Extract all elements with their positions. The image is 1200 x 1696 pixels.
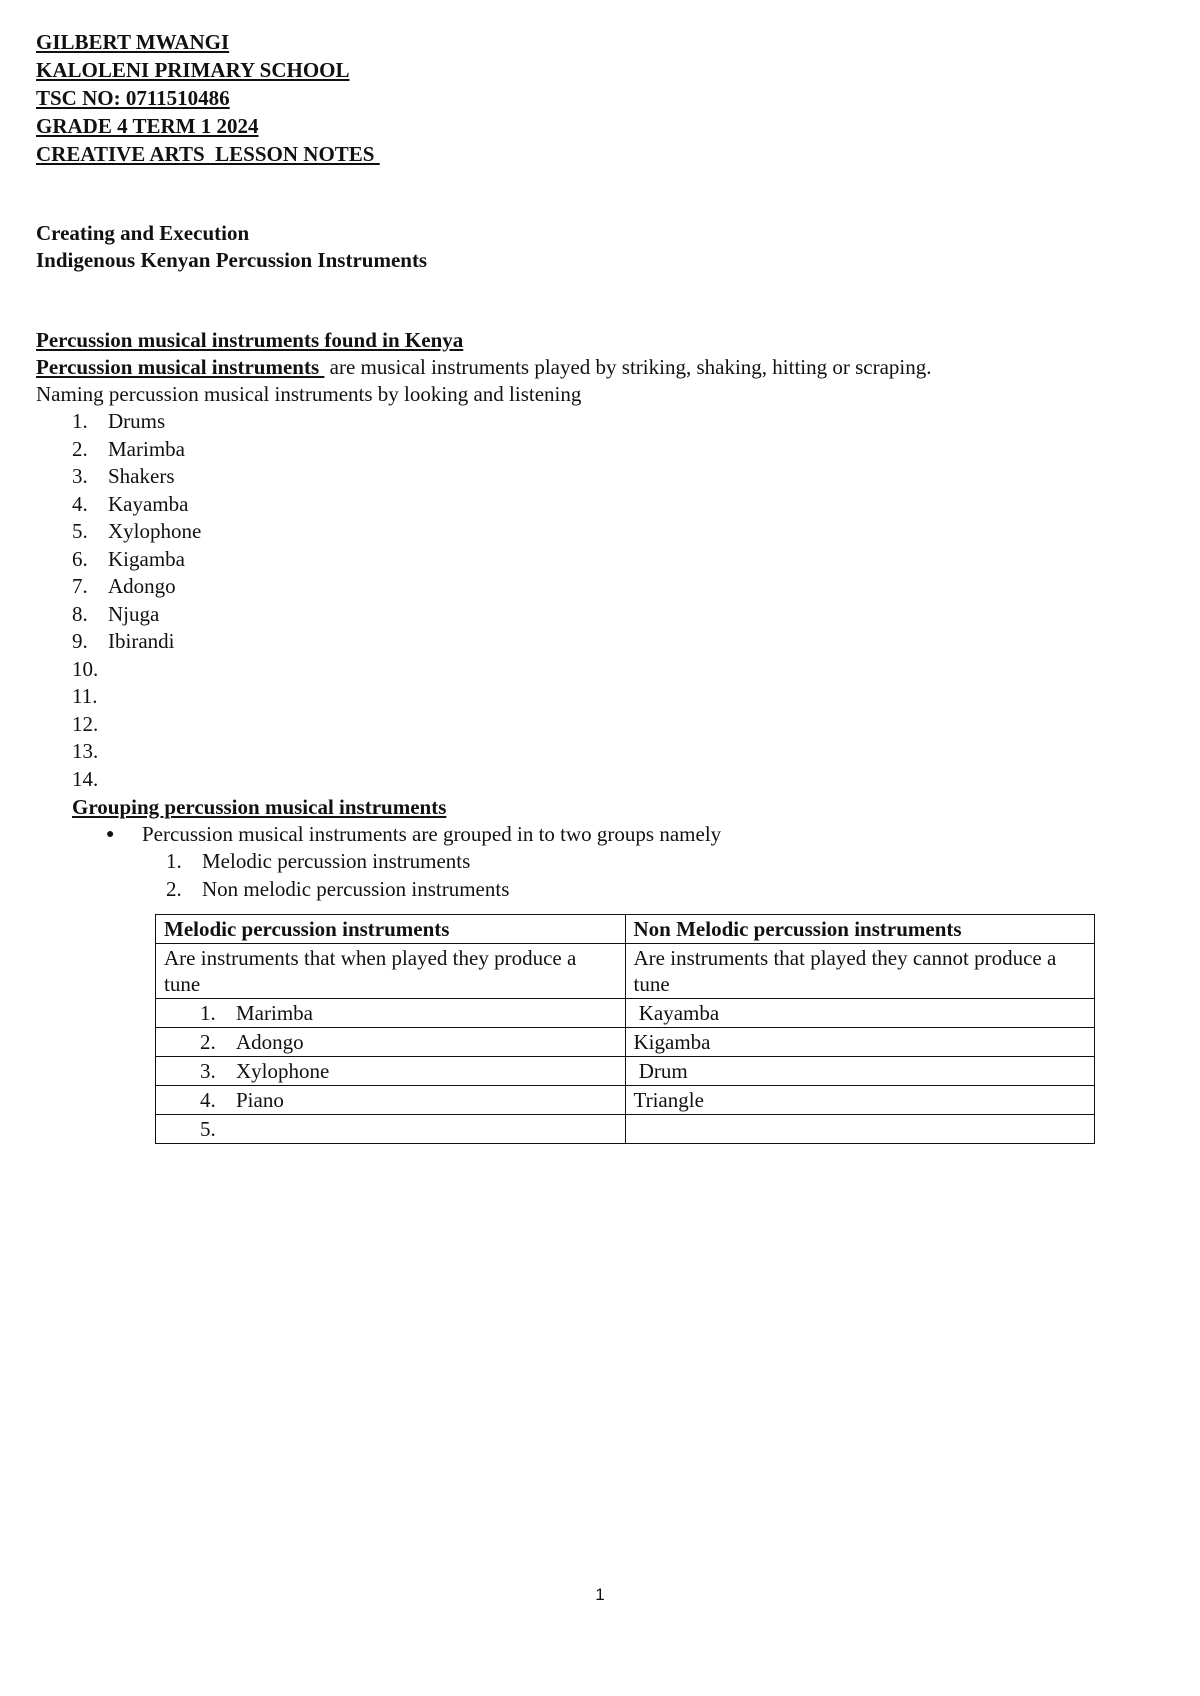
naming-intro: Naming percussion musical instruments by looking and listening xyxy=(36,382,582,406)
definition-melodic: Are instruments that when played they produce a tune xyxy=(156,944,626,999)
cell-melodic xyxy=(156,1028,626,1057)
header-block xyxy=(36,28,1166,168)
bullet-icon: ● xyxy=(106,827,115,842)
list-item xyxy=(72,601,1166,629)
group-label: Non melodic percussion instruments xyxy=(202,876,510,901)
teacher-name: GILBERT MWANGI xyxy=(36,30,230,54)
list-number: 10. xyxy=(72,656,99,681)
grade-term: GRADE 4 TERM 1 2024 xyxy=(36,114,259,138)
list-number: 13. xyxy=(72,739,99,763)
strand-title: Creating and Execution xyxy=(36,221,250,245)
definition-term: Percussion musical instruments xyxy=(36,355,325,379)
melodic-name: Marimba xyxy=(236,1001,313,1025)
tsc-number: TSC NO: 0711510486 xyxy=(36,86,230,110)
row-number: 2. xyxy=(200,1030,216,1054)
list-item xyxy=(72,711,1166,739)
list-number: 6. xyxy=(72,546,88,571)
melodic-name: Xylophone xyxy=(236,1059,330,1083)
list-item xyxy=(72,463,1166,491)
subject-title: CREATIVE ARTS LESSON NOTES xyxy=(36,142,380,166)
row-number: 5. xyxy=(200,1117,216,1141)
instrument-name: Adongo xyxy=(108,574,176,598)
list-item xyxy=(72,738,1166,766)
instrument-name: Shakers xyxy=(108,464,175,488)
list-item xyxy=(166,848,1166,876)
list-number: 3. xyxy=(72,464,88,488)
header-melodic: Melodic percussion instruments xyxy=(156,915,626,944)
list-item xyxy=(72,573,1166,601)
melodic-name: Piano xyxy=(236,1088,284,1112)
row-number: 1. xyxy=(200,1001,216,1025)
cell-non-melodic: Triangle xyxy=(625,1086,1095,1115)
cell-non-melodic xyxy=(625,1115,1095,1144)
list-item xyxy=(72,628,1166,656)
cell-melodic xyxy=(156,1115,626,1144)
instrument-name: Ibirandi xyxy=(108,629,175,653)
instrument-name: Kayamba xyxy=(108,491,189,516)
list-item xyxy=(72,546,1166,574)
cell-melodic xyxy=(156,1057,626,1086)
list-item xyxy=(72,408,1166,436)
list-number: 7. xyxy=(72,574,88,598)
list-number: 11. xyxy=(72,684,98,708)
cell-melodic xyxy=(156,1086,626,1115)
bullet-item xyxy=(106,821,1166,848)
table-row xyxy=(156,1115,1095,1144)
grouping-table xyxy=(155,914,1095,1144)
list-number: 9. xyxy=(72,629,88,653)
table-row xyxy=(156,999,1095,1028)
list-number: 8. xyxy=(72,601,88,626)
grouping-title: Grouping percussion musical instruments xyxy=(72,795,447,819)
row-number: 3. xyxy=(200,1059,216,1083)
list-number: 2. xyxy=(72,436,88,461)
row-number: 4. xyxy=(200,1088,216,1112)
group-list xyxy=(36,848,1166,903)
school-name: KALOLENI PRIMARY SCHOOL xyxy=(36,58,350,82)
table-header-row xyxy=(156,915,1095,944)
document-page xyxy=(36,28,1166,903)
list-number: 14. xyxy=(72,766,99,791)
table-row xyxy=(156,1086,1095,1115)
list-number: 2. xyxy=(166,876,182,901)
sub-strand-title: Indigenous Kenyan Percussion Instruments xyxy=(36,248,428,272)
page-number: 1 xyxy=(595,1585,605,1604)
table-row xyxy=(156,1057,1095,1086)
bullet-text: Percussion musical instruments are grouped in to two groups namely xyxy=(142,822,722,846)
group-label: Melodic percussion instruments xyxy=(202,849,471,873)
list-item xyxy=(72,518,1166,546)
definition-text: are musical instruments played by striking, shaking, hitting or scraping. xyxy=(324,355,932,379)
instrument-name: Njuga xyxy=(108,601,160,626)
cell-melodic xyxy=(156,999,626,1028)
list-item xyxy=(72,683,1166,711)
cell-non-melodic: Kayamba xyxy=(625,999,1095,1028)
list-item xyxy=(72,436,1166,464)
list-number: 1. xyxy=(72,409,88,433)
table-row xyxy=(156,944,1095,999)
list-number: 12. xyxy=(72,711,99,736)
spacer xyxy=(36,274,1166,326)
table-row xyxy=(156,1028,1095,1057)
list-item xyxy=(72,766,1166,794)
list-item xyxy=(72,491,1166,519)
section-title: Percussion musical instruments found in Kenya xyxy=(36,328,464,352)
spacer xyxy=(36,168,1166,220)
list-item xyxy=(166,876,1166,904)
instrument-name: Marimba xyxy=(108,436,185,461)
instrument-name: Xylophone xyxy=(108,519,202,543)
cell-non-melodic: Drum xyxy=(625,1057,1095,1086)
melodic-name: Adongo xyxy=(236,1030,304,1054)
list-item xyxy=(72,656,1166,684)
list-number: 5. xyxy=(72,519,88,543)
instrument-name: Drums xyxy=(108,409,166,433)
definition-non-melodic: Are instruments that played they cannot produce a tune xyxy=(625,944,1095,999)
definition-paragraph xyxy=(36,354,1166,381)
list-number: 4. xyxy=(72,491,88,516)
header-non-melodic: Non Melodic percussion instruments xyxy=(625,915,1095,944)
instrument-list xyxy=(36,408,1166,793)
list-number: 1. xyxy=(166,849,182,873)
instrument-name: Kigamba xyxy=(108,546,185,571)
cell-non-melodic: Kigamba xyxy=(625,1028,1095,1057)
